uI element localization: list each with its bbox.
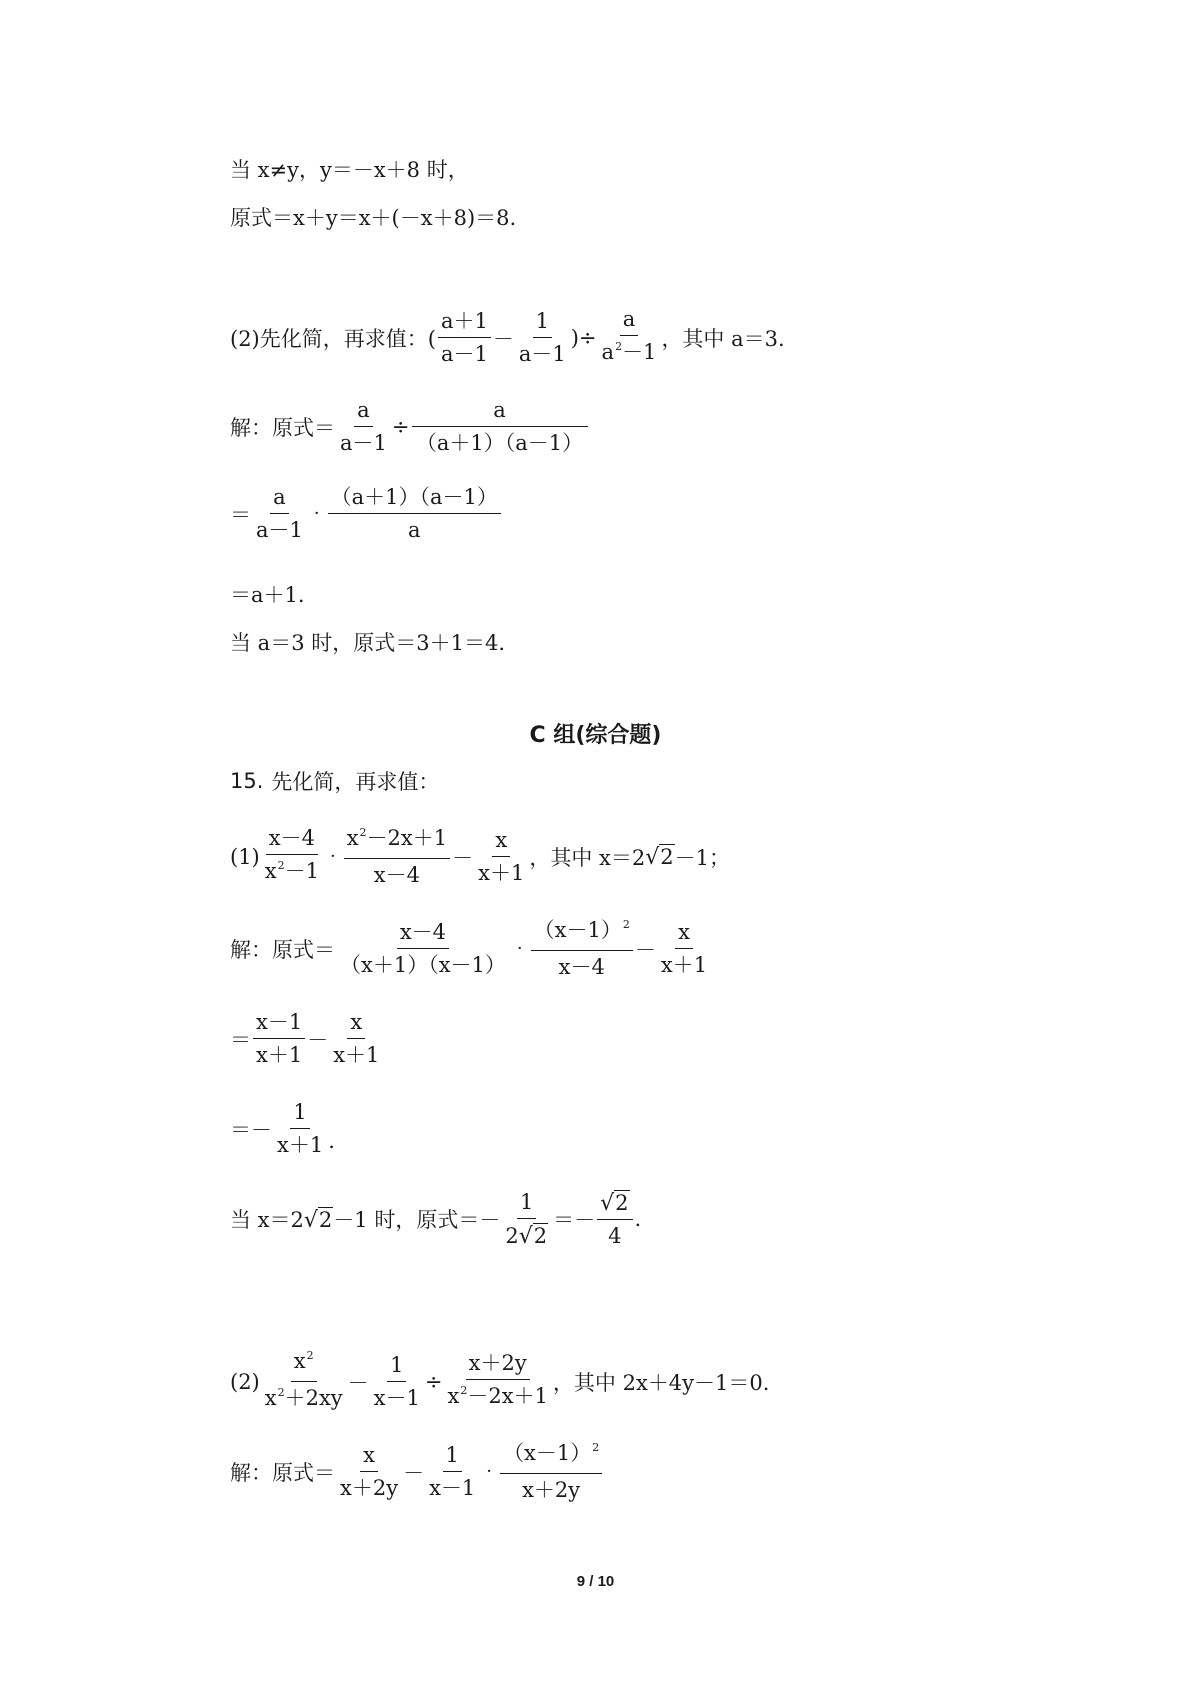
denominator: x－4 [373, 863, 421, 887]
operator: ÷ [424, 1369, 443, 1394]
line-text: 当 x≠y，y＝－x＋8 时， [230, 158, 469, 182]
base: x [346, 826, 359, 850]
fraction [599, 307, 660, 368]
problem-2-solution-step-4 [230, 627, 505, 657]
numerator: 1 [443, 1443, 462, 1472]
denominator: （x＋1）（x－1） [340, 953, 506, 977]
sqrt [519, 1223, 548, 1248]
numerator: x [492, 828, 510, 857]
denominator: a [407, 518, 421, 542]
denominator: x－1 [429, 1476, 476, 1500]
fraction [337, 398, 390, 455]
denominator [445, 1380, 551, 1412]
fraction [658, 920, 710, 977]
rest: －1 [622, 340, 657, 364]
base: x [293, 1349, 306, 1373]
fraction [445, 1351, 551, 1412]
operator: － [452, 845, 474, 870]
exponent: 2 [615, 340, 623, 353]
denominator [262, 855, 322, 887]
numerator: a＋1 [438, 309, 491, 338]
numerator: （a＋1）（a－1） [328, 485, 501, 514]
period: . [328, 1129, 335, 1153]
denominator [502, 1219, 551, 1248]
radicand: 2 [533, 1224, 548, 1248]
radical-sign: √ [645, 845, 660, 870]
base: a [601, 340, 615, 364]
rest: －1 [284, 859, 319, 883]
base: x [264, 859, 277, 883]
numerator: 1 [533, 309, 552, 338]
part-label: (1) [230, 844, 260, 869]
fraction [344, 826, 450, 887]
operator: )÷ [570, 325, 597, 350]
operator: · [516, 938, 523, 959]
denominator: 4 [608, 1224, 622, 1248]
fraction [274, 1100, 326, 1157]
problem-2-question [230, 307, 785, 368]
solution-prefix: 解：原式＝ [230, 1460, 335, 1485]
denominator: a－1 [340, 431, 387, 455]
numerator: x－4 [266, 826, 318, 855]
denominator: a－1 [256, 518, 303, 542]
section-heading: C 组(综合题) [529, 723, 662, 748]
operator: · [486, 1461, 493, 1482]
numerator: x [675, 920, 693, 949]
operator: － [403, 1460, 425, 1485]
numerator: 1 [290, 1100, 309, 1129]
denominator: x＋1 [256, 1043, 303, 1067]
numerator: 1 [517, 1190, 536, 1219]
question-15-part-1-step-3 [230, 1100, 335, 1157]
denominator: x＋1 [277, 1133, 324, 1157]
exponent: 2 [306, 1349, 314, 1362]
denominator [599, 336, 660, 368]
rest: －2x＋1 [366, 826, 448, 850]
base: x [264, 1386, 277, 1410]
fraction [475, 828, 527, 885]
period: . [634, 1207, 642, 1231]
radical-sign: √ [303, 1207, 318, 1233]
radical-sign: √ [600, 1191, 615, 1216]
denominator: x＋1 [478, 861, 525, 885]
exponent: 2 [359, 826, 367, 839]
numerator [291, 1349, 317, 1382]
question-number: 15. [230, 769, 264, 793]
solution-prefix: 解：原式＝ [230, 937, 335, 962]
problem-2-solution-step-2 [230, 485, 503, 542]
denominator: x＋1 [333, 1043, 380, 1067]
exponent: 2 [592, 1441, 600, 1454]
denominator: （a＋1）（a－1） [415, 431, 584, 455]
base: x [447, 1384, 460, 1408]
fraction [371, 1353, 423, 1410]
equals: ＝－ [230, 1117, 272, 1142]
numerator: x [347, 1010, 365, 1039]
line-text: －1 时，原式＝－ [333, 1208, 501, 1232]
line-text: ＝a＋1. [230, 583, 305, 607]
operator: · [313, 503, 320, 524]
problem-2-solution-step-3 [230, 579, 305, 609]
fraction [337, 1443, 401, 1500]
fraction [253, 485, 306, 542]
question-15-part-1 [230, 826, 730, 887]
operator: － [634, 937, 656, 962]
sqrt [600, 1190, 629, 1215]
radical-sign: √ [518, 1224, 533, 1249]
exponent: 2 [277, 859, 285, 872]
question-15-part-1-step-4 [230, 1190, 641, 1248]
numerator: x－1 [253, 1010, 305, 1039]
exponent: 2 [622, 918, 630, 931]
operator: ÷ [391, 414, 410, 439]
numerator: x＋2y [466, 1351, 530, 1380]
equals: ＝ [230, 1027, 251, 1052]
denominator: x－4 [558, 955, 605, 979]
question-suffix: ，其中 2x＋4y－1＝0. [552, 1370, 770, 1395]
question-suffix: ，其中 a＝3. [661, 326, 785, 351]
radicand: 2 [660, 845, 674, 869]
operator: － [307, 1027, 329, 1052]
rest: －2x＋1 [467, 1384, 548, 1408]
line-text: 当 x＝2 [230, 1208, 304, 1232]
question-text: 先化简，再求值： [271, 770, 440, 794]
equals: ＝ [230, 502, 251, 527]
coefficient: 2 [505, 1224, 519, 1248]
fraction [500, 1441, 602, 1502]
denominator: x＋2y [522, 1478, 581, 1502]
question-suffix: ，其中 x＝2 [529, 845, 646, 870]
fraction [253, 1010, 305, 1067]
question-suffix: －1； [674, 845, 731, 870]
part-label: (2) [230, 1369, 260, 1394]
exponent: 2 [460, 1384, 468, 1397]
fraction [262, 826, 322, 887]
denominator: a－1 [518, 342, 566, 366]
text-line-result [230, 202, 516, 232]
numerator [597, 1190, 632, 1220]
operator: － [347, 1370, 369, 1395]
numerator: a [354, 398, 373, 427]
sqrt [304, 1207, 333, 1232]
question-15-title [230, 766, 439, 796]
question-15-part-2 [230, 1349, 769, 1414]
page-number: 9 / 10 [576, 1573, 615, 1590]
denominator: a－1 [440, 342, 488, 366]
line-text: 当 a＝3 时，原式＝3＋1＝4. [230, 631, 505, 655]
denominator: x＋1 [660, 953, 708, 977]
fraction [337, 920, 509, 977]
question-15-part-2-step-1 [230, 1441, 604, 1502]
base: （x－1） [533, 918, 622, 942]
numerator: a [270, 485, 289, 514]
question-prefix: (2)先化简，再求值：( [230, 326, 436, 351]
denominator: x＋2y [340, 1476, 399, 1500]
numerator: a [412, 398, 588, 427]
numerator: x－4 [397, 920, 449, 949]
denominator [262, 1382, 346, 1414]
numerator: a [620, 307, 639, 336]
fraction [438, 309, 491, 366]
numerator [500, 1441, 602, 1474]
fraction [328, 485, 501, 542]
exponent: 2 [277, 1386, 285, 1399]
fraction [502, 1190, 551, 1248]
solution-prefix: 解：原式＝ [230, 415, 335, 440]
text-line-condition [230, 154, 469, 184]
fraction [531, 918, 633, 979]
numerator [531, 918, 633, 951]
fraction [516, 309, 569, 366]
radicand: 2 [615, 1191, 629, 1215]
fraction [262, 1349, 346, 1414]
operator: ＝－ [553, 1208, 596, 1232]
numerator [344, 826, 450, 859]
numerator: 1 [387, 1353, 406, 1382]
fraction [426, 1443, 478, 1500]
fraction [597, 1190, 632, 1248]
radicand: 2 [318, 1207, 333, 1232]
question-15-part-1-step-2 [230, 1010, 384, 1067]
question-15-part-1-step-1 [230, 918, 712, 979]
operator: · [329, 846, 336, 867]
numerator: x [360, 1443, 378, 1472]
denominator: x－1 [373, 1386, 420, 1410]
fraction [330, 1010, 382, 1067]
operator: － [492, 326, 514, 351]
line-text: 原式＝x＋y＝x＋(－x＋8)＝8. [230, 206, 517, 230]
base: （x－1） [503, 1441, 592, 1465]
sqrt [645, 844, 674, 869]
rest: ＋2xy [284, 1386, 343, 1410]
problem-2-solution-step-1 [230, 398, 590, 455]
fraction [412, 398, 588, 455]
